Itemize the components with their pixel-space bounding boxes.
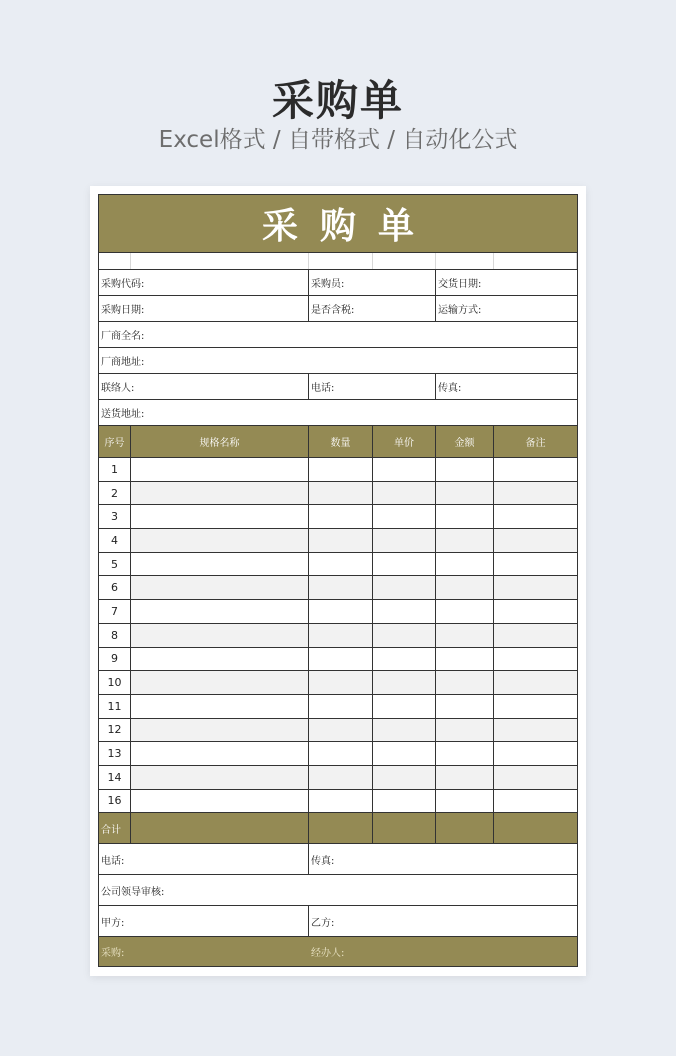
buyer-cell[interactable]: 采购员: <box>309 270 436 295</box>
amount-cell[interactable] <box>436 766 494 789</box>
price-cell[interactable] <box>373 742 436 765</box>
info-row-6 <box>99 400 577 426</box>
row-number: 6 <box>99 576 131 599</box>
sheet-title: 采购单 <box>261 206 436 247</box>
note-cell[interactable] <box>494 648 577 671</box>
qty-cell[interactable] <box>309 529 373 552</box>
purchase-order-sheet <box>98 194 578 967</box>
table-row <box>99 624 577 648</box>
amount-cell[interactable] <box>436 719 494 742</box>
table-row <box>99 671 577 695</box>
price-cell[interactable] <box>373 671 436 694</box>
contact-cell[interactable]: 联络人: <box>99 374 309 399</box>
table-row <box>99 553 577 577</box>
qty-cell[interactable] <box>309 624 373 647</box>
qty-cell[interactable] <box>309 790 373 813</box>
row-number: 14 <box>99 766 131 789</box>
info-row-1 <box>99 270 577 296</box>
amount-cell[interactable] <box>436 790 494 813</box>
spec-cell[interactable] <box>131 576 309 599</box>
total-cell[interactable] <box>131 813 309 843</box>
row-number: 12 <box>99 719 131 742</box>
blank-cell[interactable] <box>436 253 494 269</box>
spec-cell[interactable] <box>131 719 309 742</box>
note-cell[interactable] <box>494 505 577 528</box>
row-number: 2 <box>99 482 131 505</box>
price-cell[interactable] <box>373 790 436 813</box>
row-number: 16 <box>99 790 131 813</box>
row-number: 8 <box>99 624 131 647</box>
info-row-5 <box>99 374 577 400</box>
table-row <box>99 790 577 814</box>
blank-cell[interactable] <box>99 253 131 269</box>
info-row-2 <box>99 296 577 322</box>
qty-cell[interactable] <box>309 553 373 576</box>
table-row <box>99 719 577 743</box>
total-note-cell[interactable] <box>494 813 577 843</box>
qty-cell[interactable] <box>309 482 373 505</box>
vendor-address-cell[interactable]: 厂商地址: <box>101 357 145 368</box>
tax-included-cell[interactable]: 是否含税: <box>309 296 436 321</box>
table-row <box>99 600 577 624</box>
spec-cell[interactable] <box>131 648 309 671</box>
blank-cell[interactable] <box>373 253 436 269</box>
table-row <box>99 695 577 719</box>
note-cell[interactable] <box>494 458 577 481</box>
shipping-method-cell[interactable]: 运输方式: <box>438 305 482 316</box>
qty-cell[interactable] <box>309 671 373 694</box>
note-cell[interactable] <box>494 719 577 742</box>
spec-cell[interactable] <box>131 671 309 694</box>
hero-title: 采购单 <box>271 76 404 125</box>
table-row <box>99 742 577 766</box>
total-price-cell[interactable] <box>373 813 436 843</box>
handler-cell[interactable]: 经办人: <box>311 948 345 960</box>
spec-cell[interactable] <box>131 742 309 765</box>
amount-cell[interactable] <box>436 742 494 765</box>
spec-cell[interactable] <box>131 790 309 813</box>
amount-cell[interactable] <box>436 624 494 647</box>
qty-cell[interactable] <box>309 576 373 599</box>
qty-cell[interactable] <box>309 719 373 742</box>
row-number: 4 <box>99 529 131 552</box>
party-a-cell[interactable]: 甲方: <box>99 906 309 936</box>
note-cell[interactable] <box>494 624 577 647</box>
total-row <box>99 813 577 844</box>
spec-cell[interactable] <box>131 600 309 623</box>
party-b-cell[interactable]: 乙方: <box>311 917 335 929</box>
spec-cell[interactable] <box>131 553 309 576</box>
price-cell[interactable] <box>373 766 436 789</box>
footer-row-2 <box>99 875 577 906</box>
note-cell[interactable] <box>494 576 577 599</box>
blank-cell[interactable] <box>131 253 309 269</box>
table-row <box>99 529 577 553</box>
amount-cell[interactable] <box>436 600 494 623</box>
row-number: 5 <box>99 553 131 576</box>
row-number: 3 <box>99 505 131 528</box>
amount-cell[interactable] <box>436 648 494 671</box>
column-header: 规格名称 <box>131 426 309 457</box>
spec-cell[interactable] <box>131 529 309 552</box>
note-cell[interactable] <box>494 695 577 718</box>
spec-cell[interactable] <box>131 695 309 718</box>
footer-row-1 <box>99 844 577 875</box>
spec-cell[interactable] <box>131 482 309 505</box>
price-cell[interactable] <box>373 600 436 623</box>
delivery-date-cell[interactable]: 交货日期: <box>438 279 482 290</box>
table-row <box>99 482 577 506</box>
row-number: 10 <box>99 671 131 694</box>
sheet-title-row <box>99 195 577 253</box>
note-cell[interactable] <box>494 482 577 505</box>
spec-cell[interactable] <box>131 766 309 789</box>
note-cell[interactable] <box>494 529 577 552</box>
price-cell[interactable] <box>373 553 436 576</box>
blank-cell[interactable] <box>494 253 577 269</box>
amount-cell[interactable] <box>436 482 494 505</box>
note-cell[interactable] <box>494 766 577 789</box>
table-row <box>99 766 577 790</box>
fax-cell[interactable]: 传真: <box>438 383 462 394</box>
column-header: 金额 <box>436 426 494 457</box>
price-cell[interactable] <box>373 624 436 647</box>
info-row-3 <box>99 322 577 348</box>
qty-cell[interactable] <box>309 458 373 481</box>
total-amount-cell[interactable] <box>436 813 494 843</box>
row-number: 1 <box>99 458 131 481</box>
total-label: 合计 <box>99 813 131 843</box>
qty-cell[interactable] <box>309 695 373 718</box>
purchase-date-cell[interactable]: 采购日期: <box>99 296 309 321</box>
spec-cell[interactable] <box>131 624 309 647</box>
column-header: 单价 <box>373 426 436 457</box>
note-cell[interactable] <box>494 742 577 765</box>
qty-cell[interactable] <box>309 742 373 765</box>
note-cell[interactable] <box>494 600 577 623</box>
price-cell[interactable] <box>373 505 436 528</box>
purchase-code-cell[interactable]: 采购代码: <box>99 270 309 295</box>
footer-row-3 <box>99 906 577 937</box>
row-number: 11 <box>99 695 131 718</box>
phone-cell[interactable]: 电话: <box>309 374 436 399</box>
table-row <box>99 458 577 482</box>
row-number: 9 <box>99 648 131 671</box>
ship-to-cell[interactable]: 送货地址: <box>101 409 145 420</box>
hero-subtitle: Excel格式 / 自带格式 / 自动化公式 <box>158 127 518 153</box>
price-cell[interactable] <box>373 576 436 599</box>
price-cell[interactable] <box>373 458 436 481</box>
vendor-name-cell[interactable]: 厂商全名: <box>101 331 145 342</box>
info-row-4 <box>99 348 577 374</box>
amount-cell[interactable] <box>436 695 494 718</box>
footer-phone-cell[interactable]: 电话: <box>99 844 309 874</box>
price-cell[interactable] <box>373 529 436 552</box>
total-qty-cell[interactable] <box>309 813 373 843</box>
row-number: 13 <box>99 742 131 765</box>
table-body <box>99 458 577 813</box>
qty-cell[interactable] <box>309 766 373 789</box>
column-header: 备注 <box>525 438 546 449</box>
note-cell[interactable] <box>494 671 577 694</box>
purchaser-cell[interactable]: 采购: <box>101 948 125 960</box>
approval-cell[interactable]: 公司领导审核: <box>101 886 165 898</box>
spec-cell[interactable] <box>131 505 309 528</box>
table-row <box>99 576 577 600</box>
amount-cell[interactable] <box>436 529 494 552</box>
blank-cell[interactable] <box>309 253 373 269</box>
footer-row-4 <box>99 937 577 966</box>
price-cell[interactable] <box>373 482 436 505</box>
qty-cell[interactable] <box>309 505 373 528</box>
price-cell[interactable] <box>373 648 436 671</box>
blank-row <box>99 253 577 270</box>
qty-cell[interactable] <box>309 648 373 671</box>
table-row <box>99 648 577 672</box>
note-cell[interactable] <box>494 790 577 813</box>
qty-cell[interactable] <box>309 600 373 623</box>
column-header: 序号 <box>99 426 131 457</box>
row-number: 7 <box>99 600 131 623</box>
amount-cell[interactable] <box>436 576 494 599</box>
amount-cell[interactable] <box>436 553 494 576</box>
column-header: 数量 <box>309 426 373 457</box>
amount-cell[interactable] <box>436 458 494 481</box>
table-header-row <box>99 426 577 458</box>
note-cell[interactable] <box>494 553 577 576</box>
spec-cell[interactable] <box>131 458 309 481</box>
price-cell[interactable] <box>373 695 436 718</box>
spreadsheet-paper <box>90 186 586 976</box>
amount-cell[interactable] <box>436 505 494 528</box>
footer-fax-cell[interactable]: 传真: <box>311 855 335 867</box>
price-cell[interactable] <box>373 719 436 742</box>
amount-cell[interactable] <box>436 671 494 694</box>
table-row <box>99 505 577 529</box>
